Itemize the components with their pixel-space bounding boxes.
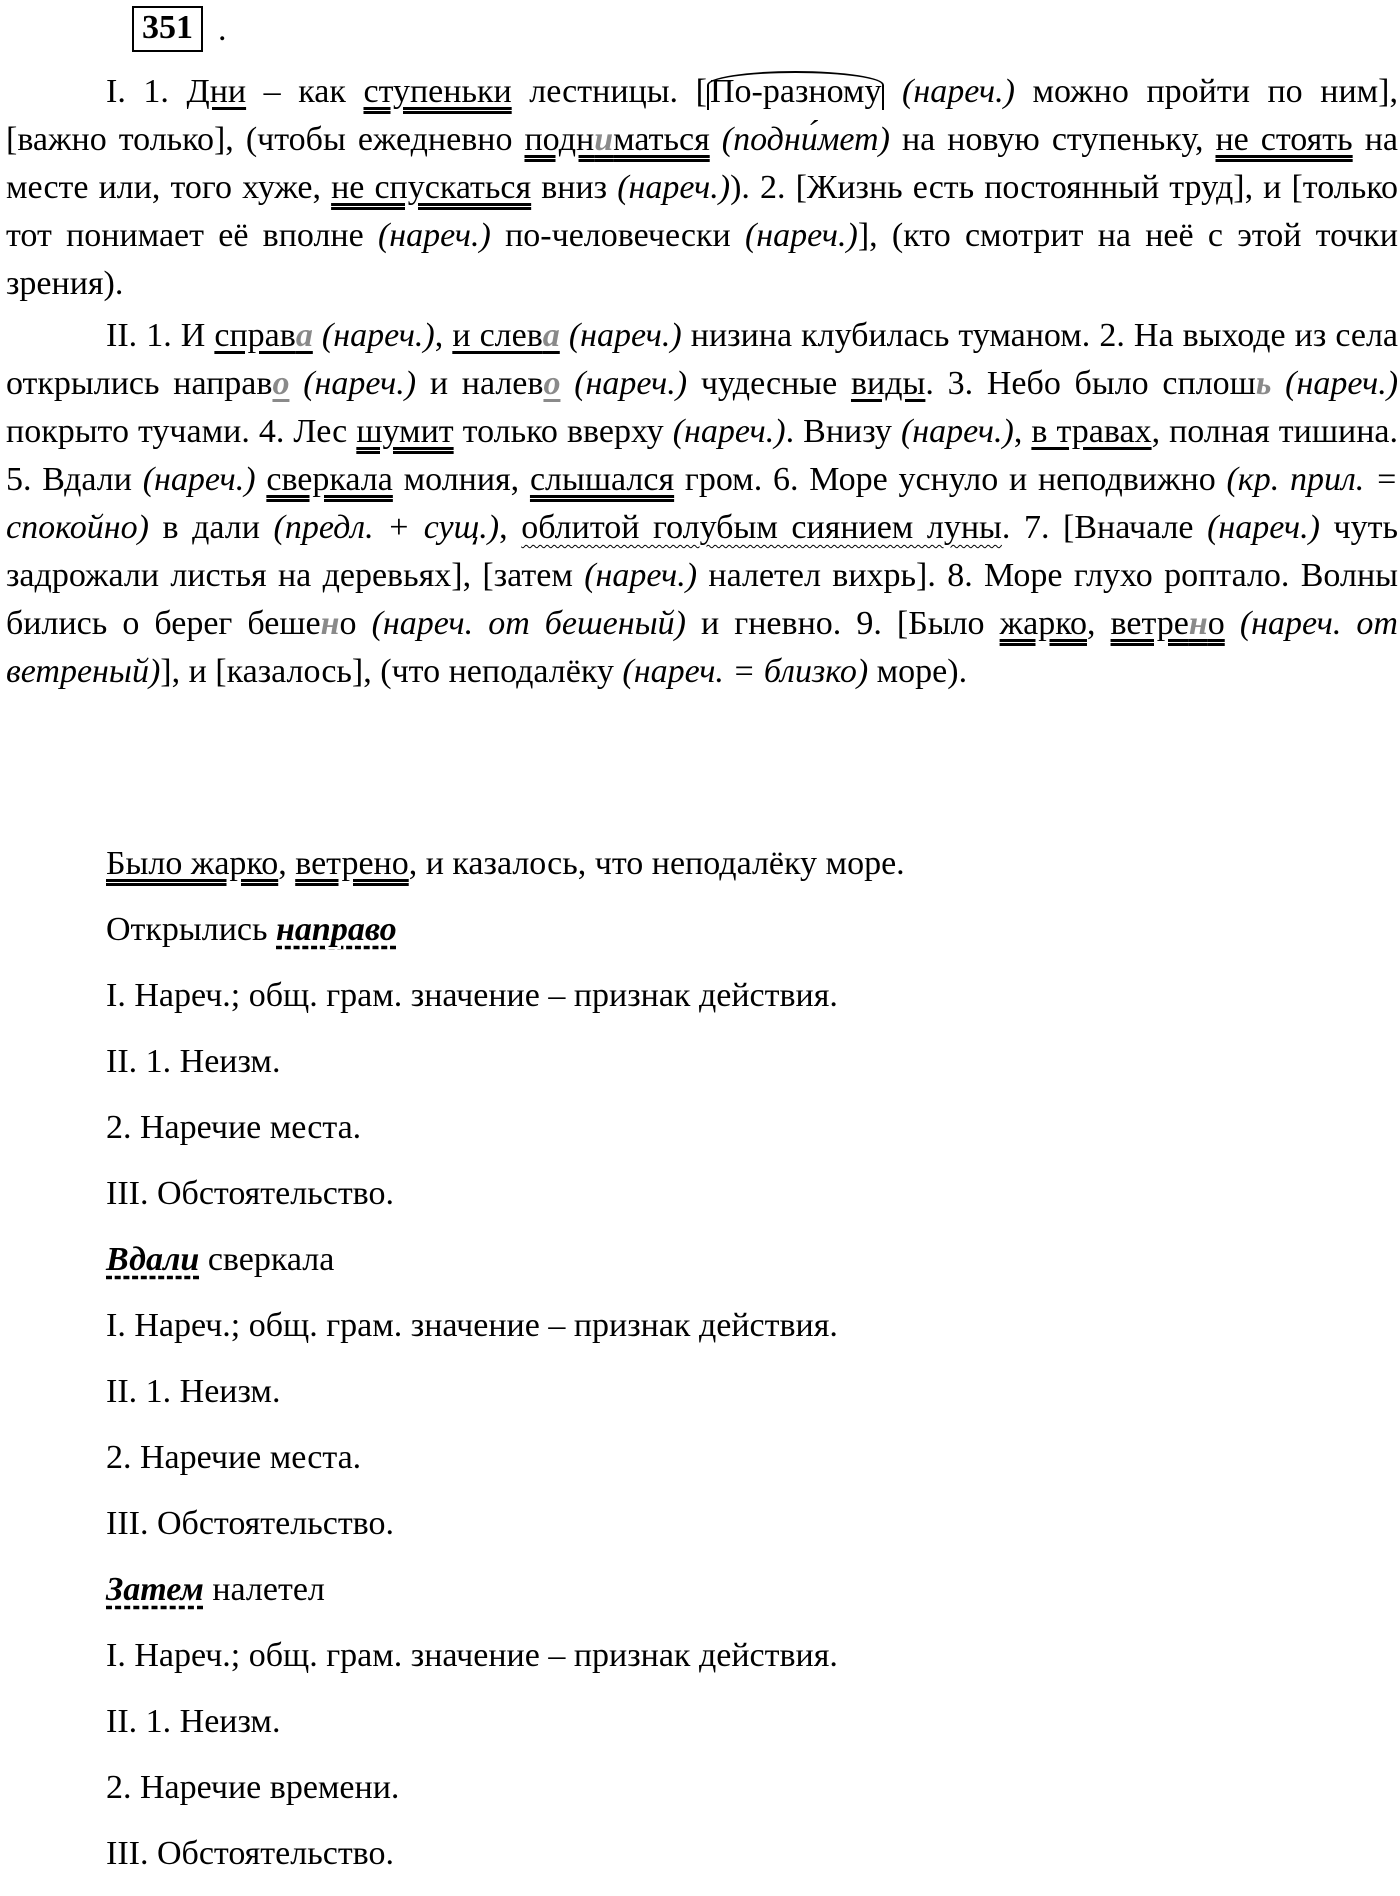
analysis-line: II. 1. Неизм. bbox=[106, 1373, 281, 1410]
analysis-line: I. Нареч.; общ. грам. значение – признак действия. bbox=[106, 1307, 838, 1344]
exercise-number-dot: . bbox=[218, 11, 227, 48]
analysis-sentence bbox=[106, 840, 1306, 906]
annotation: (подни́мет) bbox=[721, 121, 890, 158]
annotation: (нареч.) bbox=[1285, 365, 1399, 402]
text: I. 1. bbox=[106, 73, 187, 110]
analysis-word-heading bbox=[106, 906, 1306, 972]
annotation: (нареч.) bbox=[377, 217, 491, 254]
text: ], и [казалось], (что неподалёку bbox=[160, 653, 623, 690]
analysis-line: II. 1. Неизм. bbox=[106, 1703, 281, 1740]
letter-highlight: н bbox=[1188, 605, 1208, 642]
text: II. 1. И bbox=[106, 317, 215, 354]
text: . 7. [Вначале bbox=[1001, 509, 1208, 546]
text: , bbox=[499, 509, 522, 546]
text: молния, bbox=[392, 461, 530, 498]
annotation: (нареч. от бешеный) bbox=[371, 605, 686, 642]
adverb-word: По-разному bbox=[707, 71, 884, 110]
predicate-word: шумит bbox=[356, 413, 454, 450]
text: – как bbox=[246, 73, 364, 110]
analysis-line: II. 1. Неизм. bbox=[106, 1043, 281, 1080]
text: , полная тишина. 5. Вдали bbox=[6, 413, 1399, 498]
analysis-line: 2. Наречие времени. bbox=[106, 1769, 400, 1806]
vowel-highlight: а bbox=[295, 317, 313, 354]
text: на новую ступеньку, bbox=[889, 121, 1216, 158]
text: можно пройти по ним], [важно только], (чтобы ежедневно bbox=[6, 73, 1398, 158]
paragraph-part-2 bbox=[6, 312, 1398, 696]
analysed-word: Затем bbox=[106, 1571, 204, 1608]
text: сверкала bbox=[199, 1241, 335, 1278]
analysis-line: III. Обстоятельство. bbox=[106, 1175, 395, 1212]
text: . Внизу bbox=[785, 413, 901, 450]
annotation: (нареч.) bbox=[321, 317, 435, 354]
annotation: (нареч. от ветреный) bbox=[6, 605, 1398, 690]
predicate-word: жарко bbox=[999, 605, 1087, 642]
predicate-word: слышался bbox=[529, 461, 675, 498]
text: , bbox=[434, 317, 453, 354]
text: , и казалось, что неподалёку море. bbox=[408, 845, 905, 882]
text: налетел bbox=[203, 1571, 325, 1608]
predicate-word: Было жарко bbox=[106, 845, 279, 882]
annotation: (нареч.) bbox=[568, 317, 682, 354]
text: вниз bbox=[531, 169, 618, 206]
text: в дали bbox=[148, 509, 274, 546]
text: чуть задрожали листья на деревьях], [затем bbox=[6, 509, 1399, 594]
attribute-phrase: облитой голубым сиянием луны bbox=[521, 509, 1002, 546]
text: по-человечески bbox=[490, 217, 745, 254]
annotation: (нареч.) bbox=[1207, 509, 1320, 546]
verb-part: подн bbox=[524, 121, 595, 158]
predicate-word: не стоять bbox=[1215, 121, 1353, 158]
text: чудесные bbox=[687, 365, 851, 402]
text: ). 2. [Жизнь есть постоянный труд], и [только тот понимает её вполне bbox=[6, 169, 1399, 254]
exercise-text bbox=[6, 68, 1398, 696]
text: Открылись bbox=[106, 911, 277, 948]
annotation: (нареч.) bbox=[584, 557, 698, 594]
text: , bbox=[278, 845, 296, 882]
analysis-word-heading bbox=[106, 1236, 1306, 1302]
vowel-highlight: о bbox=[543, 365, 561, 402]
predicate-part: о bbox=[1207, 605, 1225, 642]
text: и налев bbox=[416, 365, 544, 402]
annotation: (кр. прил. = спокойно) bbox=[6, 461, 1398, 546]
vowel-highlight: а bbox=[542, 317, 560, 354]
annotation: (нареч.) bbox=[617, 169, 731, 206]
paragraph-part-1 bbox=[6, 68, 1398, 308]
adverb-part: справ bbox=[214, 317, 296, 354]
text: , bbox=[1086, 605, 1111, 642]
annotation: (нареч.) bbox=[672, 413, 786, 450]
vowel-highlight: и bbox=[594, 121, 614, 158]
annotation: (нареч.) bbox=[900, 413, 1014, 450]
predicate-part: ветре bbox=[1110, 605, 1189, 642]
text: и гневно. 9. [Было bbox=[685, 605, 1000, 642]
annotation: (нареч. = близко) bbox=[622, 653, 869, 690]
text: только вверху bbox=[453, 413, 673, 450]
text: , bbox=[1013, 413, 1032, 450]
text: налетел вихрь]. 8. Море глухо роптало. Волны бились о берег беше bbox=[6, 557, 1398, 642]
verb-part: маться bbox=[613, 121, 710, 158]
adverbial-phrase: в травах bbox=[1031, 413, 1152, 450]
annotation: (нареч.) bbox=[902, 73, 1015, 110]
analysis-line: 2. Наречие места. bbox=[106, 1439, 362, 1476]
letter-highlight: н bbox=[320, 605, 340, 642]
text: низина клубилась туманом. 2. На выходе из села открылись направ bbox=[6, 317, 1399, 402]
text: ], (кто смотрит на неё с этой точки зрения). bbox=[6, 217, 1398, 302]
text: гром. 6. Море уснуло и неподвижно bbox=[674, 461, 1227, 498]
exercise-number: 351 bbox=[132, 6, 203, 52]
adverb-part: и слев bbox=[452, 317, 543, 354]
text: лестницы. [ bbox=[511, 73, 707, 110]
text: о bbox=[339, 605, 372, 642]
predicate-word: ветрено bbox=[295, 845, 409, 882]
text: покрыто тучами. 4. Лес bbox=[6, 413, 357, 450]
analysis-line: I. Нареч.; общ. грам. значение – признак действия. bbox=[106, 977, 838, 1014]
subject-word: Дни bbox=[186, 73, 247, 110]
text: море). bbox=[868, 653, 968, 690]
annotation: (нареч.) bbox=[303, 365, 417, 402]
text: . 3. Небо было сплош bbox=[925, 365, 1256, 402]
analysis-line: III. Обстоятельство. bbox=[106, 1505, 395, 1542]
predicate-word: не спускаться bbox=[331, 169, 532, 206]
vowel-highlight: о bbox=[272, 365, 290, 402]
analysis-section bbox=[106, 840, 1306, 1896]
analysis-line: III. Обстоятельство. bbox=[106, 1835, 395, 1872]
analysis-word-heading bbox=[106, 1566, 1306, 1632]
predicate-word: ступеньки bbox=[363, 73, 512, 110]
letter-highlight: ь bbox=[1255, 365, 1272, 402]
predicate-word: сверкала bbox=[266, 461, 393, 498]
analysed-word: Вдали bbox=[106, 1241, 200, 1278]
analysis-line: I. Нареч.; общ. грам. значение – признак действия. bbox=[106, 1637, 838, 1674]
annotation: (предл. + сущ.) bbox=[273, 509, 500, 546]
subject-word: виды bbox=[850, 365, 926, 402]
annotation: (нареч.) bbox=[574, 365, 688, 402]
analysed-word: направо bbox=[276, 911, 397, 948]
annotation: (нареч.) bbox=[744, 217, 858, 254]
text: на месте или, того хуже, bbox=[6, 121, 1398, 206]
analysis-line: 2. Наречие места. bbox=[106, 1109, 362, 1146]
annotation: (нареч.) bbox=[142, 461, 256, 498]
